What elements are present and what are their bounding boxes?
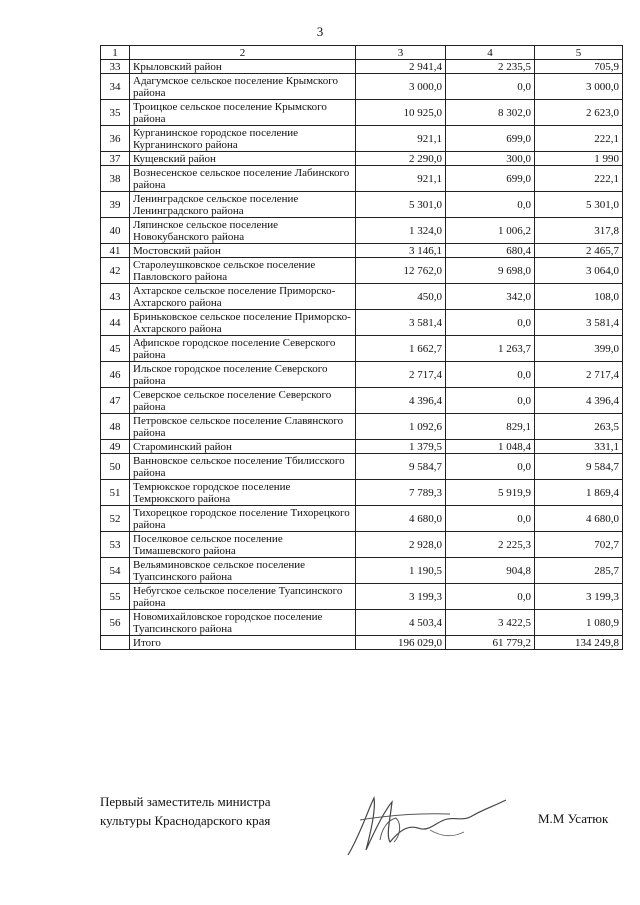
row-name: Курганинское городское поселение Курганинского района [130,126,356,152]
grants-table [100,45,623,650]
row-value-col3: 921,1 [356,166,446,192]
row-value-col4: 0,0 [446,454,535,480]
signer-name: М.М Усатюк [538,811,609,826]
row-value-col5: 2 623,0 [535,100,623,126]
row-value-col5: 1 869,4 [535,480,623,506]
row-name: Кущевский район [130,152,356,166]
row-value-col4: 9 698,0 [446,258,535,284]
row-value-col3: 10 925,0 [356,100,446,126]
row-name: Новомихайловское городское поселение Туапсинского района [130,610,356,636]
row-value-col5: 222,1 [535,166,623,192]
row-name: Ахтарское сельское поселение Приморско-Ахтарского района [130,284,356,310]
row-value-col4: 2 225,3 [446,532,535,558]
row-value-col5: 2 717,4 [535,362,623,388]
table-row [101,362,623,388]
row-name: Бриньковское сельское поселение Приморско-Ахтарского района [130,310,356,336]
table-row [101,532,623,558]
row-value-col4: 8 302,0 [446,100,535,126]
table-row [101,414,623,440]
table-row [101,440,623,454]
row-number: 53 [101,532,130,558]
row-number: 50 [101,454,130,480]
row-number: 39 [101,192,130,218]
table-row [101,284,623,310]
row-value-col5: 2 465,7 [535,244,623,258]
row-name: Крыловский район [130,60,356,74]
row-name: Ильское городское поселение Северского района [130,362,356,388]
total-label: Итого [130,636,356,650]
row-value-col4: 0,0 [446,362,535,388]
total-col3: 196 029,0 [356,636,446,650]
row-number: 47 [101,388,130,414]
column-header: 2 [130,46,356,60]
row-value-col5: 222,1 [535,126,623,152]
row-value-col5: 4 680,0 [535,506,623,532]
row-value-col3: 2 928,0 [356,532,446,558]
row-value-col4: 5 919,9 [446,480,535,506]
row-name: Ванновское сельское поселение Тбилисского района [130,454,356,480]
table-body [101,46,623,650]
row-number: 46 [101,362,130,388]
table-row [101,584,623,610]
row-value-col4: 1 006,2 [446,218,535,244]
row-value-col4: 1 263,7 [446,336,535,362]
row-value-col3: 2 717,4 [356,362,446,388]
row-value-col3: 9 584,7 [356,454,446,480]
row-value-col4: 1 048,4 [446,440,535,454]
row-value-col4: 829,1 [446,414,535,440]
row-value-col4: 699,0 [446,126,535,152]
row-value-col4: 699,0 [446,166,535,192]
row-value-col5: 263,5 [535,414,623,440]
row-value-col5: 702,7 [535,532,623,558]
row-value-col4: 680,4 [446,244,535,258]
row-name: Вельяминовское сельское поселение Туапсинского района [130,558,356,584]
row-number: 41 [101,244,130,258]
row-number: 52 [101,506,130,532]
row-value-col3: 1 324,0 [356,218,446,244]
row-value-col5: 9 584,7 [535,454,623,480]
total-row [101,636,623,650]
row-name: Темрюкское городское поселение Темрюкского района [130,480,356,506]
row-value-col5: 3 581,4 [535,310,623,336]
row-name: Афипское городское поселение Северского района [130,336,356,362]
column-header: 4 [446,46,535,60]
row-number: 36 [101,126,130,152]
row-value-col3: 3 581,4 [356,310,446,336]
table-header-row [101,46,623,60]
row-number: 45 [101,336,130,362]
row-value-col3: 2 941,4 [356,60,446,74]
row-number: 43 [101,284,130,310]
row-name: Троицкое сельское поселение Крымского района [130,100,356,126]
row-value-col4: 0,0 [446,310,535,336]
table-row [101,100,623,126]
row-number: 51 [101,480,130,506]
row-number: 33 [101,60,130,74]
row-value-col3: 3 199,3 [356,584,446,610]
row-value-col4: 2 235,5 [446,60,535,74]
table-row [101,60,623,74]
table-row [101,610,623,636]
row-value-col3: 1 190,5 [356,558,446,584]
row-number: 44 [101,310,130,336]
row-value-col4: 0,0 [446,388,535,414]
row-value-col4: 3 422,5 [446,610,535,636]
row-value-col3: 5 301,0 [356,192,446,218]
column-header: 3 [356,46,446,60]
signer-position-line-2: культуры Краснодарского края [100,813,271,828]
row-number: 55 [101,584,130,610]
row-value-col5: 1 990 [535,152,623,166]
row-number: 37 [101,152,130,166]
table-row [101,310,623,336]
table-row [101,454,623,480]
table-row [101,336,623,362]
column-header: 5 [535,46,623,60]
row-value-col3: 4 503,4 [356,610,446,636]
total-col4: 61 779,2 [446,636,535,650]
row-number: 34 [101,74,130,100]
row-number: 49 [101,440,130,454]
table-row [101,152,623,166]
row-value-col4: 0,0 [446,74,535,100]
row-value-col4: 342,0 [446,284,535,310]
row-number: 48 [101,414,130,440]
row-value-col5: 3 064,0 [535,258,623,284]
row-value-col5: 317,8 [535,218,623,244]
row-value-col5: 108,0 [535,284,623,310]
row-name: Старолеушковское сельское поселение Павловского района [130,258,356,284]
row-number: 56 [101,610,130,636]
row-value-col3: 12 762,0 [356,258,446,284]
row-value-col5: 285,7 [535,558,623,584]
row-number: 42 [101,258,130,284]
row-value-col5: 399,0 [535,336,623,362]
table-row [101,258,623,284]
page-number: 3 [316,24,324,39]
row-name: Вознесенское сельское поселение Лабинского района [130,166,356,192]
table-row [101,218,623,244]
row-value-col3: 1 662,7 [356,336,446,362]
row-number: 54 [101,558,130,584]
row-value-col5: 331,1 [535,440,623,454]
row-value-col5: 5 301,0 [535,192,623,218]
table-row [101,388,623,414]
row-value-col5: 1 080,9 [535,610,623,636]
row-number: 38 [101,166,130,192]
table-row [101,558,623,584]
row-value-col3: 4 680,0 [356,506,446,532]
row-value-col4: 904,8 [446,558,535,584]
row-value-col5: 3 199,3 [535,584,623,610]
row-name: Тихорецкое городское поселение Тихорецкого района [130,506,356,532]
row-value-col3: 450,0 [356,284,446,310]
table-row [101,192,623,218]
row-value-col4: 0,0 [446,192,535,218]
total-empty [101,636,130,650]
row-value-col5: 705,9 [535,60,623,74]
row-value-col3: 2 290,0 [356,152,446,166]
row-value-col4: 300,0 [446,152,535,166]
row-name: Петровское сельское поселение Славянского района [130,414,356,440]
row-value-col3: 3 000,0 [356,74,446,100]
row-value-col3: 3 146,1 [356,244,446,258]
row-value-col3: 1 092,6 [356,414,446,440]
row-number: 35 [101,100,130,126]
table-row [101,480,623,506]
row-value-col4: 0,0 [446,506,535,532]
column-header: 1 [101,46,130,60]
row-name: Ленинградское сельское поселение Ленинградского района [130,192,356,218]
row-value-col3: 921,1 [356,126,446,152]
row-name: Мостовский район [130,244,356,258]
row-name: Небугское сельское поселение Туапсинского района [130,584,356,610]
table-row [101,244,623,258]
row-name: Поселковое сельское поселение Тимашевского района [130,532,356,558]
table-row [101,166,623,192]
row-value-col3: 7 789,3 [356,480,446,506]
table-row [101,74,623,100]
table-row [101,126,623,152]
handwritten-signature [330,780,520,870]
signature-block [100,792,270,830]
row-name: Староминский район [130,440,356,454]
row-value-col4: 0,0 [446,584,535,610]
row-value-col3: 1 379,5 [356,440,446,454]
signer-position-line-1: Первый заместитель министра [100,794,271,809]
total-col5: 134 249,8 [535,636,623,650]
row-number: 40 [101,218,130,244]
row-name: Северское сельское поселение Северского района [130,388,356,414]
table-row [101,506,623,532]
row-value-col3: 4 396,4 [356,388,446,414]
row-name: Адагумское сельское поселение Крымского района [130,74,356,100]
row-value-col5: 3 000,0 [535,74,623,100]
row-name: Ляпинское сельское поселение Новокубанского района [130,218,356,244]
row-value-col5: 4 396,4 [535,388,623,414]
